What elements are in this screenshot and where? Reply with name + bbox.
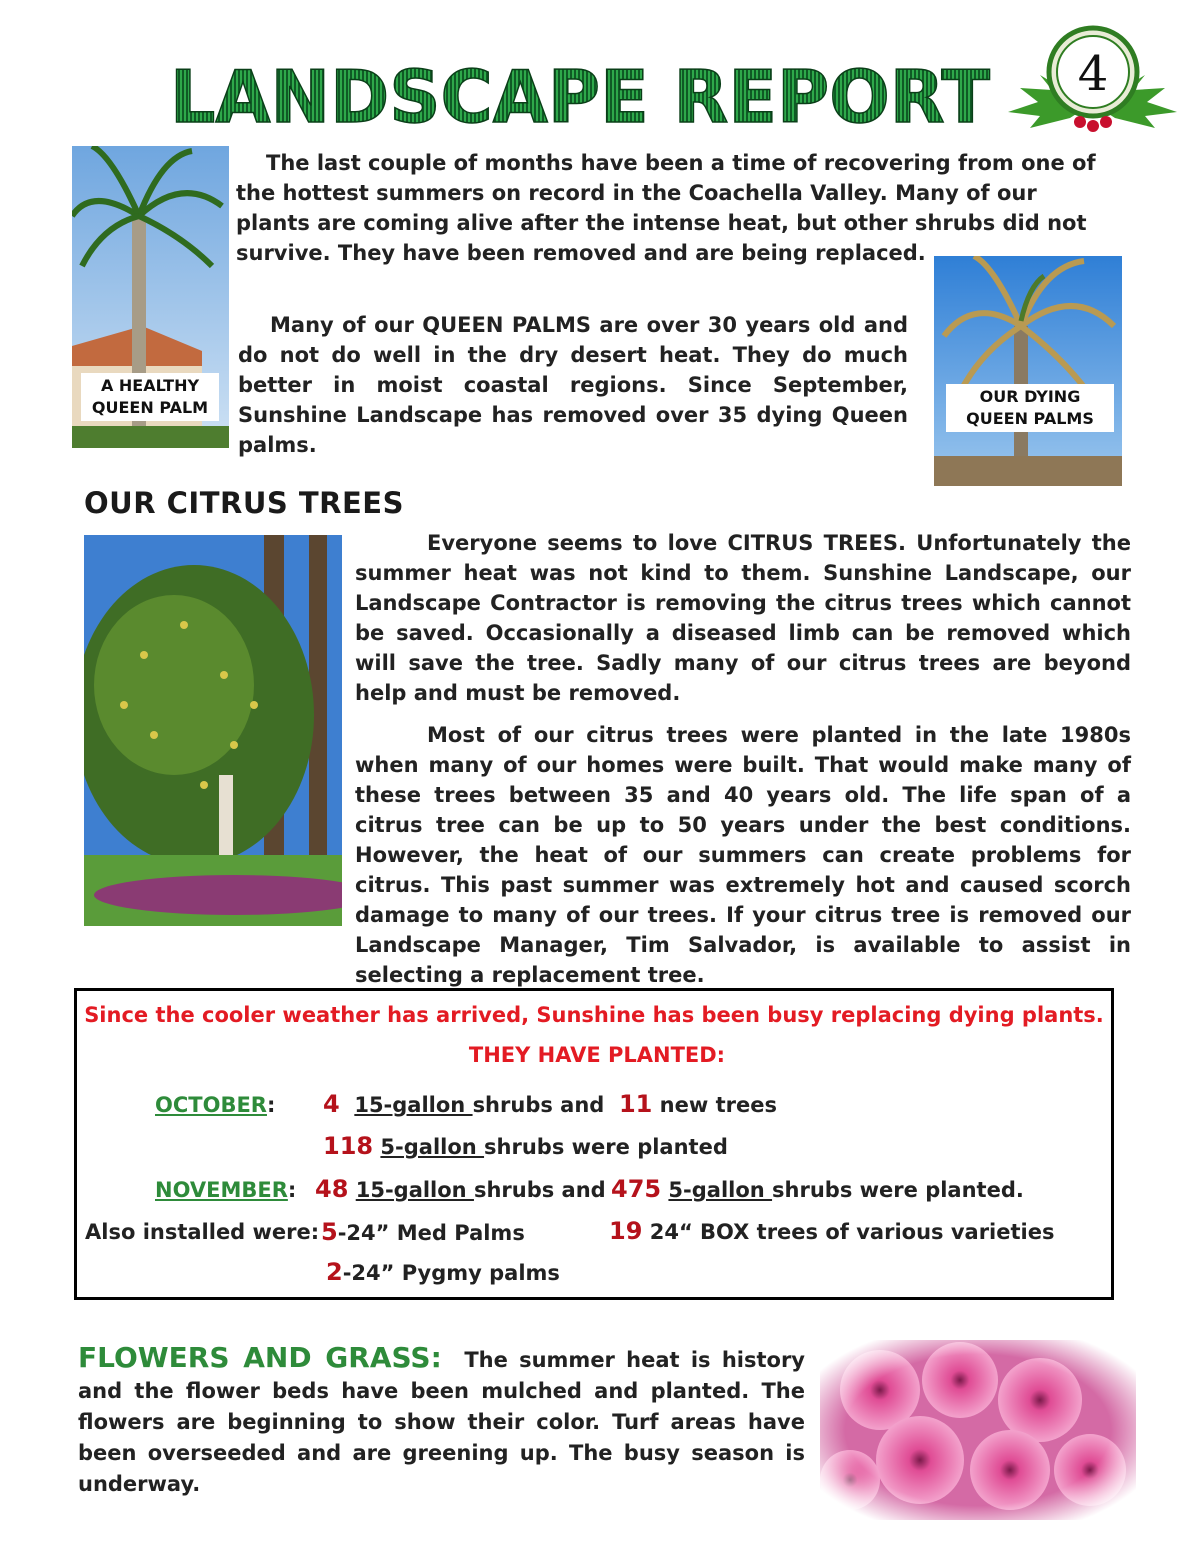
page-number: 4 <box>1077 46 1109 102</box>
also-text-2: 24“ BOX trees of various varieties <box>649 1220 1055 1244</box>
october-count-3: 118 <box>323 1132 374 1160</box>
october-text-1: shrubs and <box>472 1093 605 1117</box>
november-row-2 <box>611 1175 1024 1203</box>
october-size-3: 5-gallon <box>380 1135 485 1159</box>
dying-queen-palm-photo <box>934 256 1122 486</box>
november-text-1: shrubs and <box>473 1178 606 1202</box>
october-count-2: 11 <box>618 1090 653 1118</box>
planted-subhead: THEY HAVE PLANTED: <box>468 1043 726 1067</box>
october-count-1: 4 <box>323 1090 340 1118</box>
page-title <box>160 56 1000 136</box>
also-count-3: 2 <box>326 1258 343 1286</box>
citrus-paragraph-2: Most of our citrus trees were planted in the late 1980s when many of our homes were built. That would make many of these trees between 35 and 40 years old. The life span of a citrus tree can be up to 50 years under the best conditions. However, the heat of our summers can create problems for citrus. This past summer was extremely hot and caused scorch damage to many of our trees. If your citrus tree is removed our Landscape Manager, Tim Salvador, is available to assist in selecting a replacement tree. <box>355 723 1131 987</box>
also-text-3: -24” Pygmy palms <box>342 1261 560 1285</box>
intro-paragraph-2: Many of our QUEEN PALMS are over 30 years old and do not do well in the dry desert heat. They do much better in moist coastal regions. Since September, Sunshine Landscape has removed over 35 dying Queen palms. <box>238 313 908 457</box>
also-count-2: 19 <box>609 1217 643 1245</box>
november-text-2: shrubs were planted. <box>772 1178 1024 1202</box>
citrus-tree-photo <box>84 535 342 926</box>
flowers-section <box>78 1342 805 1500</box>
planted-summary-box <box>74 988 1114 1300</box>
also-count-1: 5 <box>321 1218 338 1246</box>
healthy-palm-caption-line1: A HEALTHY <box>100 376 200 395</box>
also-installed-row-3 <box>326 1258 560 1286</box>
also-installed-label: Also installed were: <box>85 1220 320 1244</box>
october-text-2: new trees <box>659 1093 777 1117</box>
november-size-2: 5-gallon <box>668 1178 773 1202</box>
intro-paragraph-1: The last couple of months have been a time of recovering from one of the hottest summers on record in the Coachella Valley. Many of our plants are coming alive after the intense heat, but other shrubs did not survive. They have been removed and are being replaced. <box>236 151 1096 265</box>
november-label: NOVEMBER <box>155 1178 288 1202</box>
november-size-1: 15-gallon <box>355 1178 474 1202</box>
healthy-palm-caption-line2: QUEEN PALM <box>91 398 209 417</box>
also-installed-row-2 <box>609 1217 1054 1245</box>
dying-palm-caption-line1: OUR DYING <box>979 387 1081 406</box>
october-label-row: OCTOBER: <box>155 1093 276 1117</box>
november-label-row: NOVEMBER: <box>155 1178 297 1202</box>
title-text: LANDSCAPE REPORT <box>170 56 990 136</box>
october-text-3: shrubs were planted <box>484 1135 728 1159</box>
petunia-flowers-photo <box>820 1340 1136 1520</box>
citrus-paragraph-1: Everyone seems to love CITRUS TREES. Unfortunately the summer heat was not kind to them. Sunshine Landscape, our Landscape Contractor is removing the citrus trees which cannot be saved. Occasionally a diseased limb can be removed which will save the tree. Sadly many of our citrus trees are beyond help and must be removed. <box>355 531 1131 705</box>
november-count-2: 475 <box>611 1175 662 1203</box>
holly-page-number-emblem <box>1000 20 1185 140</box>
october-row-1 <box>323 1090 777 1118</box>
flowers-text: The summer heat is history and the flower beds have been mulched and planted. The flowers are beginning to show their color. Turf areas have been overseeded and are greening up. The busy season is underway. <box>78 1348 805 1496</box>
november-row <box>315 1175 606 1203</box>
november-count-1: 48 <box>315 1175 349 1203</box>
healthy-queen-palm-photo <box>72 146 229 448</box>
also-text-1: -24” Med Palms <box>337 1221 525 1245</box>
october-row-2 <box>323 1132 728 1160</box>
october-size-1: 15-gallon <box>354 1093 473 1117</box>
dying-palm-caption-line2: QUEEN PALMS <box>966 409 1094 428</box>
citrus-heading: OUR CITRUS TREES <box>84 486 404 520</box>
october-label: OCTOBER <box>155 1093 267 1117</box>
also-installed-row-1 <box>321 1218 525 1246</box>
planted-intro: Since the cooler weather has arrived, Sunshine has been busy replacing dying plants. <box>84 1003 1104 1027</box>
flowers-heading: FLOWERS AND GRASS: <box>78 1341 442 1374</box>
